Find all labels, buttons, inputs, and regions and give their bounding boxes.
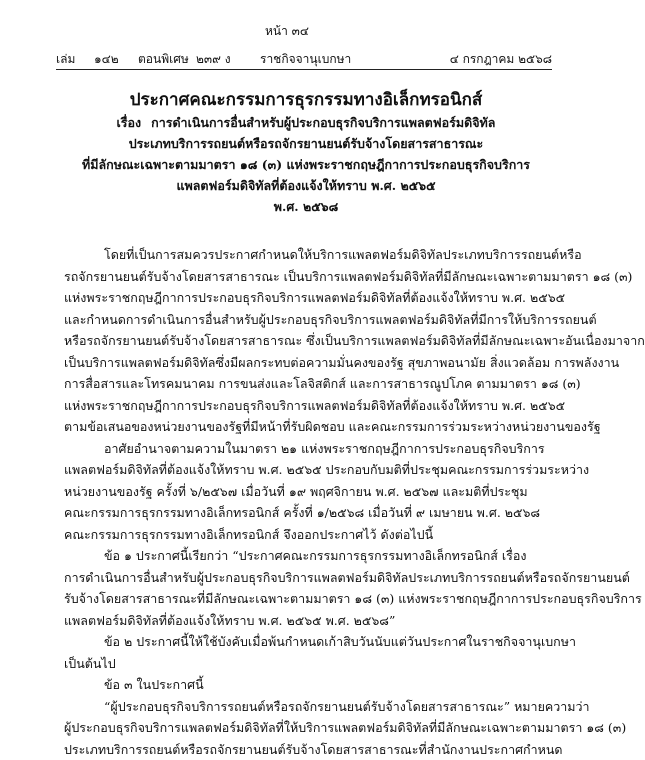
page-number: หน้า ๓๔ <box>0 22 574 41</box>
subject-label: เรื่อง <box>117 115 142 130</box>
body-line: ผู้ประกอบธุรกิจบริการแพลตฟอร์มดิจิทัลที่ให้บริการแพลตฟอร์มดิจิทัลที่มีลักษณะเฉพาะตามมาตรา ๑๘ (๓) <box>64 717 550 739</box>
body-line: หน่วยงานของรัฐ ครั้งที่ ๖/๒๕๖๗ เมื่อวันที่ ๑๙ พฤศจิกายน พ.ศ. ๒๕๖๗ และมติที่ประชุม <box>64 481 550 503</box>
body-line: ประเภทบริการรถยนต์หรือรถจักรยานยนต์รับจ้างโดยสารสาธารณะที่สำนักงานประกาศกำหนด <box>64 739 550 760</box>
header-rule <box>56 69 552 70</box>
subject-year: พ.ศ. ๒๕๖๘ <box>60 196 552 217</box>
subject-text: การดำเนินการอื่นสำหรับผู้ประกอบธุรกิจบริการแพลตฟอร์มดิจิทัล <box>151 115 495 130</box>
volume-number: ๑๔๒ <box>94 50 119 69</box>
body-line: ข้อ ๑ ประกาศนี้เรียกว่า “ประกาศคณะกรรมการธุรกรรมทางอิเล็กทรอนิกส์ เรื่อง <box>64 545 550 567</box>
body-line: รับจ้างโดยสารสาธารณะที่มีลักษณะเฉพาะตามมาตรา ๑๘ (๓) แห่งพระราชกฤษฎีกาการประกอบธุรกิจบริการ <box>64 588 550 610</box>
body-line: การสื่อสารและโทรคมนาคม การขนส่งและโลจิสติกส์ และการสาธารณูปโภค ตามมาตรา ๑๘ (๓) <box>64 373 550 395</box>
body-line: รถจักรยานยนต์รับจ้างโดยสารสาธารณะ เป็นบริการแพลตฟอร์มดิจิทัลที่มีลักษณะเฉพาะตามมาตรา ๑๘ (๓) <box>64 266 550 288</box>
body-line: ข้อ ๒ ประกาศนี้ให้ใช้บังคับเมื่อพ้นกำหนดเก้าสิบวันนับแต่วันประกาศในราชกิจจานุเบกษา <box>64 631 550 653</box>
body-line: ตามข้อเสนอของหน่วยงานของรัฐที่มีหน้าที่รับผิดชอบ และคณะกรรมการร่วมระหว่างหน่วยงานของรัฐ <box>64 416 550 438</box>
body-line: แห่งพระราชกฤษฎีกาการประกอบธุรกิจบริการแพลตฟอร์มดิจิทัลที่ต้องแจ้งให้ทราบ พ.ศ. ๒๕๖๕ <box>64 395 550 417</box>
body-line: และกำหนดการดำเนินการอื่นสำหรับผู้ประกอบธุรกิจบริการแพลตฟอร์มดิจิทัลที่มีการให้บริการรถยนต์ <box>64 309 550 331</box>
body-line: “ผู้ประกอบธุรกิจบริการรถยนต์หรือรถจักรยานยนต์รับจ้างโดยสารสาธารณะ” หมายความว่า <box>64 696 550 718</box>
body-line: เป็นต้นไป <box>64 653 550 675</box>
gazette-header <box>56 50 552 68</box>
subject-line: แพลตฟอร์มดิจิทัลที่ต้องแจ้งให้ทราบ พ.ศ. ๒๕๖๕ <box>60 175 552 196</box>
subject-line <box>60 112 552 133</box>
body-line: เป็นบริการแพลตฟอร์มดิจิทัลซึ่งมีผลกระทบต่อความมั่นคงของรัฐ สุขภาพอนามัย สิ่งแวดล้อม การพลังงาน <box>64 352 550 374</box>
issue-number: ๒๓๙ ง <box>196 50 231 69</box>
gazette-name: ราชกิจจานุเบกษา <box>260 50 351 69</box>
publication-date: ๔ กรกฎาคม ๒๕๖๘ <box>450 50 552 69</box>
body-line: คณะกรรมการธุรกรรมทางอิเล็กทรอนิกส์ ครั้งที่ ๑/๒๕๖๘ เมื่อวันที่ ๙ เมษายน พ.ศ. ๒๕๖๘ <box>64 502 550 524</box>
subject-line: ประเภทบริการรถยนต์หรือรถจักรยานยนต์รับจ้างโดยสารสาธารณะ <box>60 133 552 154</box>
body-line: แห่งพระราชกฤษฎีกาการประกอบธุรกิจบริการแพลตฟอร์มดิจิทัลที่ต้องแจ้งให้ทราบ พ.ศ. ๒๕๖๕ <box>64 287 550 309</box>
issue-label: ตอนพิเศษ <box>138 50 189 69</box>
body-line: ข้อ ๓ ในประกาศนี้ <box>64 674 550 696</box>
body-line: การดำเนินการอื่นสำหรับผู้ประกอบธุรกิจบริการแพลตฟอร์มดิจิทัลประเภทบริการรถยนต์หรือรถจักรยานยนต์ <box>64 567 550 589</box>
volume-label: เล่ม <box>56 50 75 69</box>
body-line: อาศัยอำนาจตามความในมาตรา ๒๑ แห่งพระราชกฤษฎีกาการประกอบธุรกิจบริการ <box>64 438 550 460</box>
body-line: แพลตฟอร์มดิจิทัลที่ต้องแจ้งให้ทราบ พ.ศ. ๒๕๖๕ ประกอบกับมติที่ประชุมคณะกรรมการร่วมระหว่าง <box>64 459 550 481</box>
announcement-title-block <box>60 88 552 217</box>
subject-line: ที่มีลักษณะเฉพาะตามมาตรา ๑๘ (๓) แห่งพระราชกฤษฎีกาการประกอบธุรกิจบริการ <box>60 154 552 175</box>
announcement-body <box>64 244 550 760</box>
body-line: โดยที่เป็นการสมควรประกาศกำหนดให้บริการแพลตฟอร์มดิจิทัลประเภทบริการรถยนต์หรือ <box>64 244 550 266</box>
body-line: หรือรถจักรยานยนต์รับจ้างโดยสารสาธารณะ ซึ่งเป็นบริการแพลตฟอร์มดิจิทัลที่มีลักษณะเฉพาะอันเนื่องมาจาก <box>64 330 550 352</box>
announcement-title: ประกาศคณะกรรมการธุรกรรมทางอิเล็กทรอนิกส์ <box>60 88 552 112</box>
body-line: คณะกรรมการธุรกรรมทางอิเล็กทรอนิกส์ จึงออกประกาศไว้ ดังต่อไปนี้ <box>64 524 550 546</box>
body-line: แพลตฟอร์มดิจิทัลที่ต้องแจ้งให้ทราบ พ.ศ. ๒๕๖๕ พ.ศ. ๒๕๖๘” <box>64 610 550 632</box>
